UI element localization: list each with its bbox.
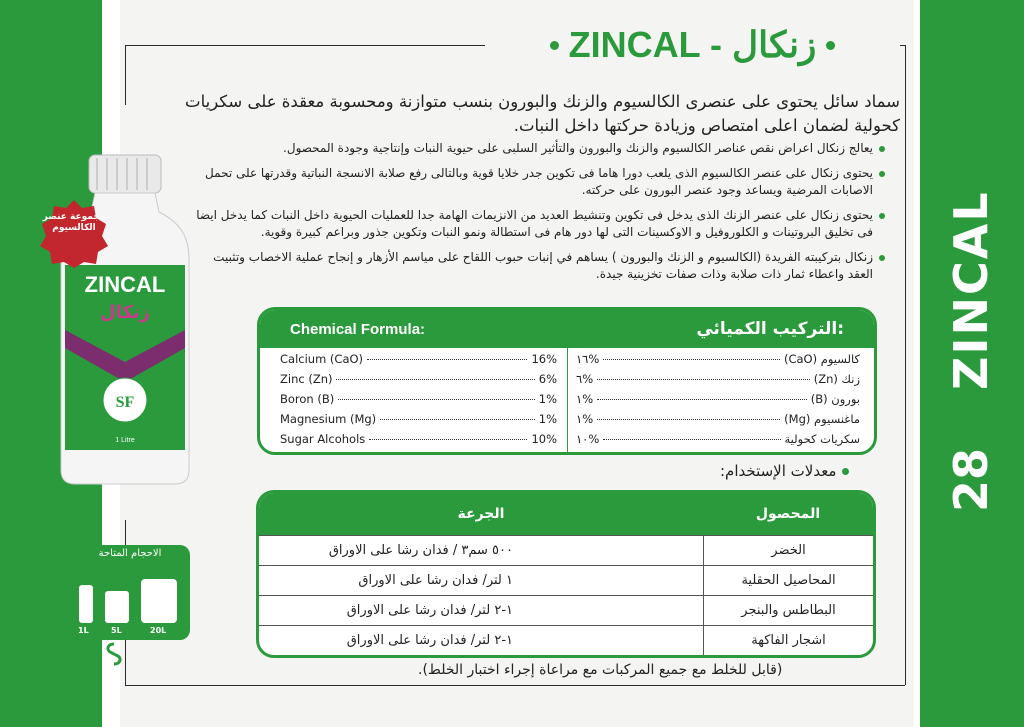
title-block [485,20,900,70]
bottle-1l-icon [79,585,93,623]
chemical-list-ar [567,348,874,452]
chemical-formula-box [257,307,877,455]
table-row: ماغنسيوم (Mg) %١ [576,412,860,426]
table-row: Zinc (Zn) 6% [280,372,557,386]
jerrycan-5l-icon [105,591,129,623]
bottle-brand-en: ZINCAL [84,272,166,297]
frame-right [905,45,906,685]
usage-heading: معدلات الإستخدام: [720,462,849,480]
page-number: 28 [944,448,998,513]
table-row: بورون (B) %١ [576,392,860,406]
table-row: البطاطس والبنجر ١-٢ لتر/ فدان رشا على الاوراق [259,595,873,625]
list-item: زنكال بتركيبته الفريدة (الكالسيوم و الزنك والبورون ) يساهم في إنبات حبوب اللقاح على مياسم الأزهار و إنجاح عملية الاخصاب وتثبيت العقد واعطاء ثمار ذات صلابة وذات صفات تخزينية جيدة. [195,249,885,283]
calcium-group-badge [38,198,110,270]
side-brand-name: ZINCAL [944,190,998,390]
table-row: المحاصيل الحقلية ١ لتر/ فدان رشا على الاوراق [259,565,873,595]
frame-bottom [125,685,905,686]
table-row: كالسيوم (CaO) %١٦ [576,352,860,366]
table-row: Magnesium (Mg) 1% [280,412,557,426]
volume-20l: 20L [150,626,167,635]
bottle-brand-ar: زنكال [100,302,150,323]
benefits-list [195,140,885,291]
table-row: Boron (B) 1% [280,392,557,406]
chemical-title-ar: التركيب الكميائي: [696,319,844,339]
table-row: Sugar Alcohols 10% [280,432,557,446]
usage-table-header [259,493,873,535]
company-logo-icon [100,640,128,668]
frame-left-upper [125,45,126,105]
badge-label: مجموعة عنصر الكالسيوم [42,212,106,233]
bottle-logo-icon: SF [115,394,135,411]
volume-5l: 5L [111,626,122,635]
mixing-note: (قابل للخلط مع جميع المركبات مع مراعاة إجراء اختبار الخلط). [418,662,783,678]
header-crop: المحصول [755,506,821,522]
chemical-list-en [260,348,567,452]
page-title: ZINCAL - زنكال [568,24,817,65]
volumes-title: الاحجام المتاحة [98,548,162,559]
bottle-volume: 1 Litre [115,437,135,444]
title-dot-left [550,41,559,50]
table-row: سكريات كحولية %١٠ [576,432,860,446]
table-row: الخضر ٥٠٠ سم٣ / فدان رشا على الاوراق [259,535,873,565]
chemical-title-en: Chemical Formula: [290,320,426,338]
list-item: يحتوى زنكال على عنصر الكالسيوم الذى يلعب دورا هاما فى تكوين جدر خلايا قوية وبالتالى رفع صلابة الانسجة النباتية وقدرتها على تحمل الاصابات المرضية ويساعد وجود عنصر البورون على حركته. [195,165,885,199]
header-dose: الجرعة [457,506,505,522]
jerrycan-20l-icon [141,579,177,623]
usage-dot [842,468,849,475]
volume-1l: 1L [78,626,89,635]
usage-table [256,490,876,658]
chemical-header [260,310,874,348]
list-item: يعالج زنكال اعراض نقص عناصر الكالسيوم والزنك والبورون والتأثير السلبى على حيوية النبات وإنتاجية وجودة المحصول. [195,140,885,157]
list-item: يحتوى زنكال على عنصر الزنك الذى يدخل فى تكوين وتنشيط العديد من الانزيمات الهامة جدا للعمليات الحيوية داخل النبات كما يدخل ايضا فى تخليق البروتينات و الكلوروفيل و الاوكسينات التى لها دور هام فى استطالة ونمو النبات وتكوين جذور وبراعم كبيرة وقوية. [195,207,885,241]
title-dot-right [826,41,835,50]
table-row: زنك (Zn) %٦ [576,372,860,386]
table-row: اشجار الفاكهة ١-٢ لتر/ فدان رشا على الاوراق [259,625,873,655]
table-row: Calcium (CaO) 16% [280,352,557,366]
intro-text: سماد سائل يحتوى على عنصرى الكالسيوم والزنك والبورون بنسب متوازنة ومحسوبة معقدة على سكريات كحولية لضمان اعلى امتصاص وزيادة حركتها داخل النبات. [185,92,900,135]
